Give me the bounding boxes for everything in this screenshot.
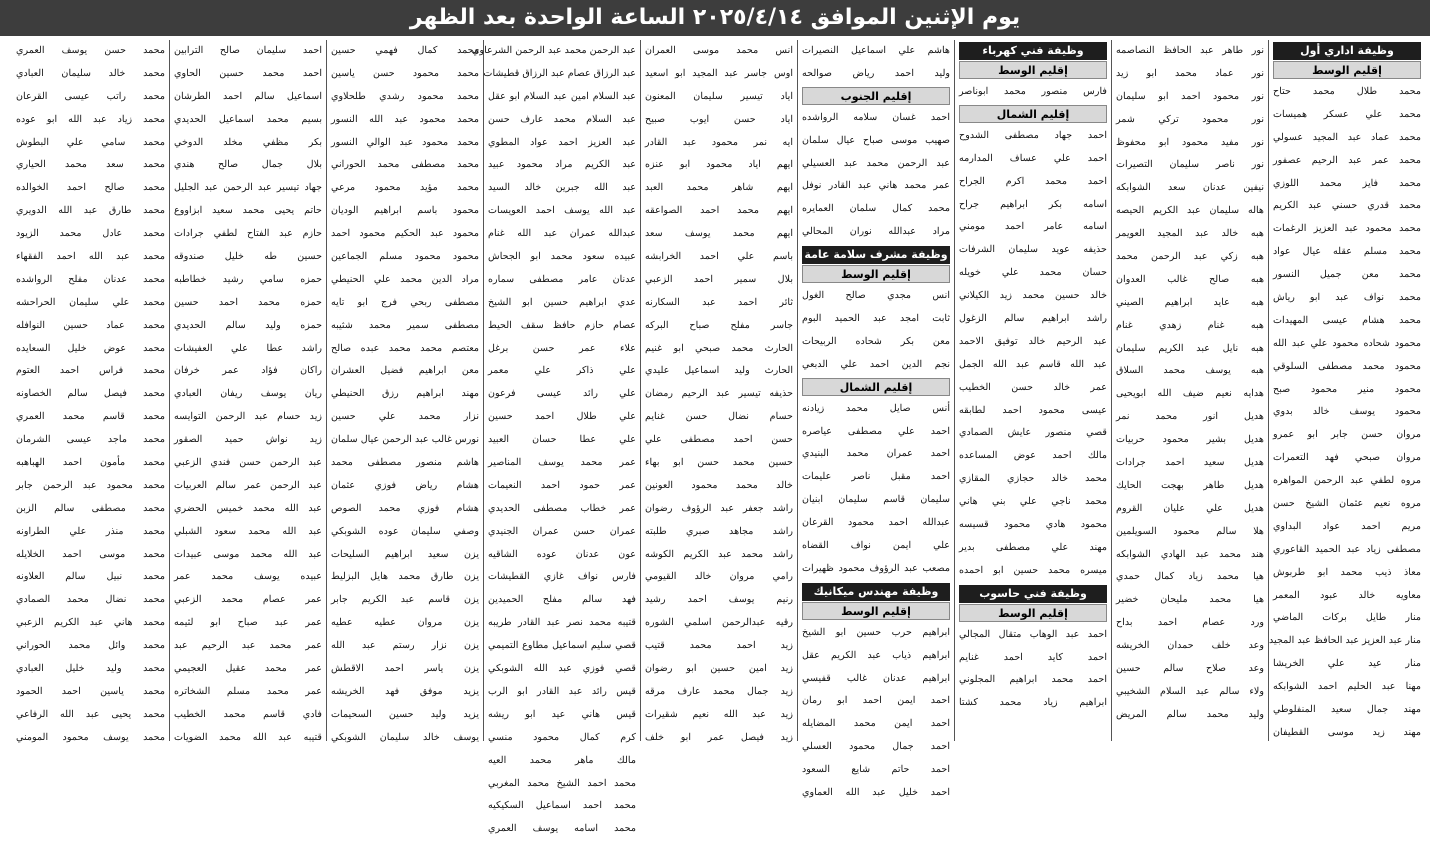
candidate-name: عبد الكريم مراد محمود عبيد [488, 159, 636, 171]
candidate-name: احمد محمد اكرم الجراح [959, 175, 1107, 187]
candidate-name: مروان صبحي فهد التعمرات [1273, 452, 1421, 464]
candidate-name: هديل سعيد احمد جرادات [1116, 457, 1264, 469]
candidate-name: مراد الدين محمد علي الحنيطي [331, 273, 479, 285]
candidate-name: زيد نواش حميد الصقور [174, 434, 322, 446]
candidate-name: هيا محمد زياد كمال حمدي [1116, 571, 1264, 583]
candidate-name: هديل انور محمد نمر [1116, 411, 1264, 423]
candidate-name: احمد محمد ابراهيم المجلوني [959, 674, 1107, 686]
candidate-name: محمد مسلم عقله عيال عواد [1273, 246, 1421, 258]
candidate-name: احمد غسان سلامه الرواشده [802, 111, 950, 123]
candidate-name: احمد محمد حسين الحاوي [174, 67, 322, 79]
candidate-name: عمر محمد هاني عبد القادر نوفل [802, 180, 950, 192]
candidate-name: عمر محمد عقيل العجيمي [174, 663, 322, 675]
candidate-name: محمود يوسف خالد بدوي [1273, 406, 1421, 418]
candidate-name: محمد نبيل سالم العلاونه [16, 571, 165, 583]
candidate-name: محمد عدنان مفلح الرواشده [16, 273, 165, 285]
candidate-name: زيد عبد الله نعيم شقيرات [645, 708, 793, 720]
candidate-name: مروان حسن جابر ابو عمرو [1273, 429, 1421, 441]
candidate-name: ايهم اياد محمود ابو عنزه [645, 159, 793, 171]
candidate-name: عبد الله محمد موسى عبيدات [174, 548, 322, 560]
candidate-name: عبد الرزاق عصام عبد الرزاق قطيشات [483, 67, 636, 79]
candidate-name: محمد عماد عبد المجيد عسولي [1273, 131, 1421, 143]
candidate-name: اسماعيل سالم احمد الطرشان [174, 90, 322, 102]
candidate-name: معاذ ذيب محمد ابو طربوش [1273, 566, 1421, 578]
candidate-name: محمد مأمون احمد الهباهبه [16, 457, 165, 469]
candidate-name: عبد الرحمن حسن فندي الزعبي [174, 457, 322, 469]
candidate-name: الحارث وليد اسماعيل عليدي [645, 365, 793, 377]
candidate-name: محمود باسم ابراهيم الوديان [331, 205, 479, 217]
candidate-name: حاتم يحيى محمد سعيد ابزاووع [174, 205, 322, 217]
candidate-name: فارس منصور محمد ابوناصر [959, 86, 1107, 97]
candidate-name: زيد جمال محمد عارف مرقه [645, 685, 793, 697]
candidate-name: أنس صايل محمد زيادنه [802, 402, 950, 414]
candidate-name: محمود منير محمود صبح [1273, 383, 1421, 395]
candidate-name: عدنان عامر مصطفى سماره [488, 273, 636, 285]
candidate-name: عبد الله جبرين خالد السيد [488, 182, 636, 194]
candidate-name: حسين طه خليل صندوقه [174, 251, 322, 263]
candidate-name: محمد راتب عيسى القرعان [16, 90, 165, 102]
candidate-name: مالك احمد عوض المساعده [959, 450, 1107, 462]
candidate-name: زيد فيصل عمر ابو خلف [645, 731, 793, 743]
job-title-header: وظيفة مهندس ميكانيك [802, 583, 950, 601]
candidate-name: مصطفى زياد عبد الحميد القاعوري [1273, 543, 1421, 555]
candidate-name: محمد موسى احمد الخلايله [16, 548, 165, 560]
candidate-name: احمد علي مصطفى عياصره [802, 425, 950, 437]
region-header: إقليم الشمال [959, 105, 1107, 123]
candidate-name: مالك ماهر محمد العيه [488, 754, 636, 766]
candidate-name: محمود هادي محمود قسيسه [959, 519, 1107, 531]
candidate-name: علي ايمن نواف القضاه [802, 540, 950, 552]
candidate-name: بلال سمير احمد الزعبي [645, 273, 793, 285]
candidate-name: عمر محمد مسلم الشخاتره [174, 685, 322, 697]
candidate-name: نزار محمد علي حسين [331, 411, 479, 423]
candidate-name: نور طاهر عبد الحافظ النصاصمه [1116, 45, 1264, 56]
candidate-name: مهند علي مصطفى بدير [959, 541, 1107, 553]
candidate-name: محمد علي سليمان الحراحشه [16, 296, 165, 308]
candidate-name: عمر خالد حسن الخطيب [959, 381, 1107, 393]
candidate-name: عبدالله احمد محمود القرعان [802, 517, 950, 529]
candidate-name: معن بكر شحاده الربيحات [802, 335, 950, 347]
candidate-name: بكر مظفي مخلد الدوخي [174, 136, 322, 148]
candidate-name: سليمان قاسم سليمان ابنيان [802, 494, 950, 506]
candidate-name: محمد طلال محمد حتاح [1273, 86, 1421, 97]
candidate-name: هيا محمد مليحان خضير [1116, 594, 1264, 606]
job-title-header: وظيفة فني حاسوب [959, 585, 1107, 603]
candidate-name: راشد مجاهد صبري طلبته [645, 525, 793, 537]
candidate-name: خالد حسين محمد زيد الكيلاني [959, 290, 1107, 302]
candidate-name: احمد ايمن محمد المضايله [802, 718, 950, 730]
candidate-name: عمر حمود احمد النعيمات [488, 479, 636, 491]
candidate-name: عمر عبد صباح ابو لثيمه [174, 617, 322, 629]
candidate-name: ثابت امجد عبد الحميد البوم [802, 313, 950, 325]
candidate-name: عمر خطاب مصطفى الحديدي [488, 502, 636, 514]
candidate-name: محمد اسامه يوسف العمري [488, 823, 636, 835]
candidate-name: ولاء سالم عبد السلام الشخيبي [1116, 685, 1264, 697]
candidate-name: قصي فوزي عبد الله الشوبكي [488, 663, 636, 675]
candidate-name: محمد قاسم محمد العمري [16, 411, 165, 423]
region-header: إقليم الوسط [959, 61, 1107, 79]
candidate-name: انس محمد موسى العمران [645, 45, 793, 56]
candidate-name: عبد الرحمن عمر سالم العربيات [174, 479, 322, 491]
candidate-name: محمد احمد الشيخ محمد المغربي [488, 777, 636, 789]
candidate-name: ابراهيم زياد محمد كشتا [959, 697, 1107, 709]
candidate-name: عبد العزيز احمد عواد المطوي [488, 136, 636, 148]
candidate-name: هشام فوزي محمد الصوص [331, 502, 479, 514]
column [640, 40, 797, 741]
candidate-name: راكان فؤاد عمر خرفان [174, 365, 322, 377]
candidate-name: محمد محمود عبد الله النسور [331, 113, 479, 125]
candidate-name: هبه عايد ابراهيم الصيني [1116, 296, 1264, 308]
candidate-name: محمد محمود عبد الوالي النسور [331, 136, 479, 148]
region-header: إقليم الوسط [1273, 61, 1421, 79]
candidate-name: هاشم منصور مصطفى محمد [331, 457, 479, 469]
candidate-name: نور محمود تركي شمر [1116, 113, 1264, 125]
candidate-name: محمد ياسين احمد الحمود [16, 685, 165, 697]
candidate-name: محمد عماد حسين النوافله [16, 319, 165, 331]
candidate-name: منار عبد العزيز عبد الحافظ عبد المجيد [1269, 635, 1421, 647]
candidate-name: اوس جاسر عبد المجيد ابو اسعيد [645, 67, 793, 79]
candidate-name: عبيده سعود محمد ابو الجحاش [488, 251, 636, 263]
candidate-name: مروه نعيم عثمان الشيخ حسن [1273, 498, 1421, 510]
candidate-name: وليد احمد رياض صوالحه [802, 67, 950, 79]
candidate-name: معتصم محمد محمد عبده صالح [331, 342, 479, 354]
candidate-name: محمد احمد اسماعيل السكيكيه [488, 800, 636, 812]
candidate-name: محمد فايز محمد اللوزي [1273, 177, 1421, 189]
candidate-name: ابراهيم عدنان غالب قفيسي [802, 672, 950, 684]
candidate-name: عبدالله عمران عبد الله غنام [488, 228, 636, 240]
candidate-name: ابراهيم ذياب عبد الكريم عقل [802, 649, 950, 661]
candidate-name: حسان محمد علي خويله [959, 267, 1107, 279]
candidate-name: محمد ناجي علي بني هاني [959, 496, 1107, 508]
candidate-name: هشام رياض فوزي عثمان [331, 479, 479, 491]
candidate-name: احمد ايمن احمد ابو رمان [802, 695, 950, 707]
candidate-name: محمد نواف عبد ابو رياش [1273, 292, 1421, 304]
candidate-name: يزيد موفق فهد الخريشه [331, 685, 479, 697]
candidate-name: محمد مصطفى سالم الزبن [16, 502, 165, 514]
candidate-name: احمد جهاد مصطفى الشدوح [959, 129, 1107, 141]
candidate-name: مهنا عبد الحليم احمد الشوابكه [1273, 681, 1421, 693]
candidate-name: فارس نواف غازي القطيشات [488, 571, 636, 583]
candidate-name: قصي سليم اسماعيل مطاوع التميمي [488, 640, 636, 652]
candidate-name: محمد مؤيد محمود مرعي [331, 182, 479, 194]
candidate-name: هدايه نعيم ضيف الله ابويحيى [1116, 388, 1264, 400]
candidate-name: محمد نضال محمد الصمادي [16, 594, 165, 606]
candidate-name: مهند ابراهيم رزق الحنيطي [331, 388, 479, 400]
candidate-name: محمد وليد خليل العبادي [16, 663, 165, 675]
candidate-name: معن ابراهيم فضيل العشران [331, 365, 479, 377]
candidate-name: هديل بشير محمود حربيات [1116, 434, 1264, 446]
candidate-name: محمد عمر عبد الرحيم عصفور [1273, 154, 1421, 166]
candidate-name: رقيه عبدالرحمن اسلمي الشوره [645, 617, 793, 629]
candidate-name: عيسى محمود احمد لطابقه [959, 404, 1107, 416]
candidate-name: جاسر مفلح صباح البركه [645, 319, 793, 331]
candidate-name: محمد فيصل سالم الخصاونه [16, 388, 165, 400]
candidate-name: احمد حاتم شايع السعود [802, 764, 950, 776]
candidate-name: احمد خليل عبد الله العماوي [802, 787, 950, 799]
candidate-name: منار طايل بركات الماضي [1273, 612, 1421, 624]
candidate-name: وعد خلف حمدان الخريشه [1116, 640, 1264, 652]
candidate-name: هبه زكي عبد الرحمن محمد [1116, 251, 1264, 263]
region-header: إقليم الجنوب [802, 87, 950, 105]
candidate-name: هبه نايل عبد الكريم سليمان [1116, 342, 1264, 354]
candidate-name: محمود عبد الحكيم محمود احمد [331, 228, 479, 240]
candidate-name: حسن احمد مصطفى علي [645, 434, 793, 446]
candidate-name: عبد الله محمد سعود الشبلي [174, 525, 322, 537]
candidate-name: ايهم محمد يوسف سعد [645, 228, 793, 240]
candidate-name: نور ناصر سليمان التصيرات [1116, 159, 1264, 171]
candidate-name: هاشم علي اسماعيل النصيرات [802, 45, 950, 56]
column [954, 40, 1111, 741]
candidate-name: محمد معن جميل النسور [1273, 269, 1421, 281]
candidate-name: زيد احمد محمد قتيب [645, 640, 793, 652]
job-title-header: وظيفة فني كهرباء [959, 42, 1107, 60]
candidate-name: يوسف خالد سليمان الشوبكي [331, 731, 479, 743]
candidate-name: محمد كمال سلمان العمايره [802, 203, 950, 215]
candidate-name: ايهم شاهر محمد العبد [645, 182, 793, 194]
candidate-name: احمد سليمان صالح الترابين [174, 45, 322, 56]
candidate-name: حسام نضال حسن غنايم [645, 411, 793, 423]
candidate-name: نجم الدين احمد علي الدبعي [802, 358, 950, 370]
candidate-name: باسم علي احمد الخرابشه [645, 251, 793, 263]
candidate-name: محمد خالد حجازي المقازي [959, 473, 1107, 485]
candidate-name: قيس رائد عبد القادر ابو الرب [488, 685, 636, 697]
candidate-name: محمد طارق عبد الله الدويري [16, 205, 165, 217]
candidate-name: نور عماد محمد ابو زيد [1116, 67, 1264, 79]
candidate-name: راشد ابراهيم سالم الزغول [959, 313, 1107, 325]
candidate-name: عبد الرحمن محمد عبد الرحمن الشرعاوي [471, 45, 636, 56]
candidate-name: مصطفى ربحي فرج ابو تايه [331, 296, 479, 308]
column [169, 40, 326, 741]
candidate-name: اسامه عامر احمد مومني [959, 221, 1107, 233]
candidate-name: يزن نزار رستم عبد الله [331, 640, 479, 652]
candidate-name: عمران حسن عمران الجنيدي [488, 525, 636, 537]
region-header: إقليم الوسط [802, 602, 950, 620]
candidate-name: هديل طاهر بهجت الحايك [1116, 479, 1264, 491]
candidate-name: مروه لطفي عبد الرحمن المواهره [1273, 475, 1421, 487]
candidate-name: علاء عمر حسن برغل [488, 342, 636, 354]
candidate-name: فهد سالم مفلح الحميدين [488, 594, 636, 606]
candidate-name: نيفين عدنان سعد الشوابكه [1116, 182, 1264, 194]
candidate-name: عبد الله يوسف احمد العويسات [488, 205, 636, 217]
candidate-name: وليد محمد سالم المريض [1116, 708, 1264, 720]
candidate-name: اسامه بكر ابراهيم جراح [959, 198, 1107, 210]
candidate-name: احمد علي عساف المدارمه [959, 152, 1107, 164]
candidate-name: حسين محمد حسن ابو بهاء [645, 457, 793, 469]
candidate-name: محمد محمود عبد العزيز الرغمات [1273, 223, 1421, 235]
candidate-name: محمد مصطفى محمد الحوراني [331, 159, 479, 171]
candidate-name: يزن ياسر احمد الاقطش [331, 663, 479, 675]
job-title-header: وظيفة اداري أول [1273, 42, 1421, 60]
candidate-name: علي طلال احمد حسين [488, 411, 636, 423]
candidate-name: احمد مقبل ناصر عليمات [802, 471, 950, 483]
candidate-name: مصعب عبد الرؤوف محمود ظهيرات [802, 562, 950, 574]
candidate-name: محمد عادل محمد الزيود [16, 228, 165, 240]
candidate-name: راشد عطا علي العفيشات [174, 342, 322, 354]
candidate-name: هبه خالد عبد المجيد العويمر [1116, 228, 1264, 240]
column [1268, 40, 1425, 741]
candidate-name: مهند زيد موسى القطيفان [1273, 726, 1421, 738]
candidate-name: محمود محمود مسلم الجماعين [331, 251, 479, 263]
candidate-name: علي ذاكر علي معمر [488, 365, 636, 377]
candidate-name: يزن سعيد ابراهيم السليحات [331, 548, 479, 560]
candidate-name: جهاد تيسير عبد الرحمن عبد الجليل [174, 182, 322, 194]
candidate-name: ميسره محمد حسين ابو احمده [959, 564, 1107, 576]
candidate-name: بسيم محمد اسماعيل الحديدي [174, 113, 322, 125]
candidate-name: محمد كمال فهمي حسين [331, 45, 479, 56]
candidate-name: هبه صالح غالب العدوان [1116, 273, 1264, 285]
candidate-name: محمد محمود حسن ياسين [331, 67, 479, 79]
candidate-name: هبه يوسف محمد السلاق [1116, 365, 1264, 377]
candidate-name: انس مجدي صالح الغول [802, 290, 950, 302]
candidate-name: نور مفيد محمود ابو محفوظ [1116, 136, 1264, 148]
candidate-name: ابراهيم حرب حسين ابو الشيخ [802, 626, 950, 638]
candidate-name: محمد سامي علي البطوش [16, 136, 165, 148]
candidate-name: هديل علي عليان القروم [1116, 502, 1264, 514]
candidate-name: احمد عبد الوهاب متقال المجالي [959, 628, 1107, 640]
candidate-name: هاله سليمان عبد الكريم الحيصه [1116, 205, 1264, 217]
candidate-name: كرم كمال محمود منسي [488, 731, 636, 743]
candidate-name: قيس هاني عيد ابو ريشه [488, 708, 636, 720]
candidate-name: هبه غنام زهدي غنام [1116, 319, 1264, 331]
candidate-name: عبيده يوسف محمد عمر [174, 571, 322, 583]
candidate-name: رنيم يوسف احمد رشيد [645, 594, 793, 606]
candidate-name: عبد السلام امين عبد السلام ابو عقل [488, 90, 636, 102]
candidate-name: محمد عوض خليل السعايده [16, 342, 165, 354]
candidate-name: زيد حسام عبد الرحمن التوايسه [174, 411, 322, 423]
candidate-name: محمد هشام عيسى المهيدات [1273, 314, 1421, 326]
candidate-name: محمد صالح احمد الخوالده [16, 182, 165, 194]
candidate-name: محمد علي عسكر هميسات [1273, 108, 1421, 120]
candidate-name: رامي مروان خالد القيومي [645, 571, 793, 583]
candidate-name: عبد الله قاسم عبد الله الجمل [959, 358, 1107, 370]
candidate-name: راشد محمد عبد الكريم الكوشه [645, 548, 793, 560]
candidate-name: وصفي سليمان عوده الشوبكي [331, 525, 479, 537]
candidate-name: عبد السلام محمد عارف حسن [488, 113, 636, 125]
candidate-name: هلا سالم محمود السويلمين [1116, 525, 1264, 537]
candidate-name: يزن قاسم عبد الكريم جابر [331, 594, 479, 606]
candidate-name: زيد امين حسين ابو رضوان [645, 663, 793, 675]
candidate-name: راشد جعفر عبد الرؤوف رضوان [645, 502, 793, 514]
page-banner: يوم الإثنين الموافق ٢٠٢٥/٤/١٤ الساعة الواحدة بعد الظهر [0, 0, 1430, 36]
column [12, 40, 169, 741]
column [471, 40, 640, 835]
candidate-name: محمد هاني عبد الكريم الزعبي [16, 617, 165, 629]
candidate-name: محمد زياد عبد الله ابو عوده [16, 113, 165, 125]
candidate-name: محمد سعد محمد الحياري [16, 159, 165, 171]
region-header: إقليم الوسط [959, 604, 1107, 622]
candidate-name: محمد وائل محمد الحوراني [16, 640, 165, 652]
candidate-name: حذيفه تيسير عبد الرحيم رمضان [645, 388, 793, 400]
candidate-name: احمد عمران محمد البنيدي [802, 448, 950, 460]
candidate-name: اياد تيسير سليمان المعنون [645, 90, 793, 102]
candidate-name: يزيد وليد حسين السحيمات [331, 708, 479, 720]
candidate-name: محمود شحاده محمود علي عبد الله [1273, 337, 1421, 349]
candidate-name: منار عيد علي الخريشا [1273, 658, 1421, 670]
candidate-name: عمر محمد عبد الرحيم عبد [174, 640, 322, 652]
candidate-name: ثائر احمد عبد السكارنه [645, 296, 793, 308]
candidate-name: مراد عبدالله نوران المحالي [802, 226, 950, 238]
candidate-name: عدي ابراهيم حسين ابو الشيخ [488, 296, 636, 308]
column [326, 40, 483, 741]
candidate-name: يزن طارق محمد هايل البزليط [331, 571, 479, 583]
candidate-name: محمد ماجد عيسى الشرمان [16, 434, 165, 446]
candidate-name: قصي منصور عايش الصمادي [959, 427, 1107, 439]
candidate-name: ايه نمر محمود عبد القادر [645, 136, 793, 148]
candidate-name: خالد محمد محمود العونين [645, 479, 793, 491]
candidate-name: محمد عبد الله احمد الفقهاء [16, 251, 165, 263]
candidate-name: محمود محمد مصطفى السلوقي [1273, 360, 1421, 372]
candidate-name: علي عطا حسان العبيد [488, 434, 636, 446]
candidate-name: عبد الرحيم خالد توفيق الاحمد [959, 335, 1107, 347]
column [1111, 40, 1268, 741]
candidate-name: ريان يوسف ريفان العبادي [174, 388, 322, 400]
candidate-name: عون عدنان عوده الشاقيه [488, 548, 636, 560]
candidate-name: حمزه محمد احمد حسين [174, 296, 322, 308]
candidate-name: محمد منذر علي الطراونه [16, 525, 165, 537]
candidate-name: قتيبه محمد نصر عبد القادر طريبه [488, 617, 636, 629]
candidate-name: الحارث محمد صبحي ابو غنيم [645, 342, 793, 354]
candidate-name: حمزه وليد سالم الحديدي [174, 319, 322, 331]
candidate-name: مصطفى سمير محمد شثيبه [331, 319, 479, 331]
candidate-name: معاويه خالد عبود المعمر [1273, 589, 1421, 601]
candidate-name: عبد الله محمد خميس الحضري [174, 502, 322, 514]
candidate-name: محمد قدري حسني عبد الكريم [1273, 200, 1421, 212]
candidate-name: محمد فراس احمد العتوم [16, 365, 165, 377]
candidate-name: محمد حسن يوسف العمري [16, 45, 165, 56]
candidate-name: احمد كايد احمد غنايم [959, 651, 1107, 663]
candidate-name: علي رائد عيسى فرعون [488, 388, 636, 400]
column [797, 40, 954, 799]
candidate-name: محمد محمود رشدي طلحلاوي [331, 90, 479, 102]
candidate-name: مهند جمال سعيد المنفلوطي [1273, 704, 1421, 716]
candidate-name: محمد خالد سليمان العبادي [16, 67, 165, 79]
candidate-name: عمر عصام محمد الزعبي [174, 594, 322, 606]
candidate-name: محمد يوسف محمود المومني [16, 731, 165, 743]
candidate-name: نورس غالب عبد الرحمن عيال سلمان [330, 434, 479, 446]
candidate-name: مريم احمد عواد البداوي [1273, 520, 1421, 532]
candidate-name: حازم عبد الفتاح لطفي جرادات [174, 228, 322, 240]
candidate-name: ورد عصام احمد بداح [1116, 617, 1264, 629]
region-header: إقليم الشمال [802, 378, 950, 396]
candidate-name: حذيفه عويد سليمان الشرفات [959, 244, 1107, 256]
candidate-name: احمد جمال محمود العسلي [802, 741, 950, 753]
candidate-name: ايهم محمد احمد الصواعقه [645, 205, 793, 217]
job-title-header: وظيفة مشرف سلامة عامة [802, 246, 950, 264]
region-header: إقليم الوسط [802, 265, 950, 283]
candidate-name: يزن مروان عطيه عطيه [331, 617, 479, 629]
candidate-name: محمد محمود عبد الرحمن جابر [16, 479, 165, 491]
candidate-name: قتيبه عبد الله محمد الضويات [174, 731, 322, 743]
candidate-name: هند محمد عبد الهادي الشوابكه [1116, 548, 1264, 560]
candidate-name: فادي قاسم محمد الخطيب [174, 708, 322, 720]
candidate-name: محمد يحيى عبد الله الرفاعي [16, 708, 165, 720]
candidate-name: وعد صلاح سالم حسين [1116, 663, 1264, 675]
candidate-name: اياد حسن ايوب صبيح [645, 113, 793, 125]
candidate-name: صهيب موسى صباح عيال سلمان [802, 134, 950, 146]
candidate-name: نور محمود احمد ابو سليمان [1116, 90, 1264, 102]
columns-container [10, 40, 1425, 835]
candidate-name: عمر محمد يوسف المناصير [488, 457, 636, 469]
candidate-name: بلال جمال صالح هندي [174, 159, 322, 171]
candidate-name: عصام حازم حافظ سقف الحيط [488, 319, 636, 331]
candidate-name: عبد الرحمن محمد عبد العسيلي [802, 157, 950, 169]
candidate-name: حمزه سامي رشيد خطاطبه [174, 273, 322, 285]
